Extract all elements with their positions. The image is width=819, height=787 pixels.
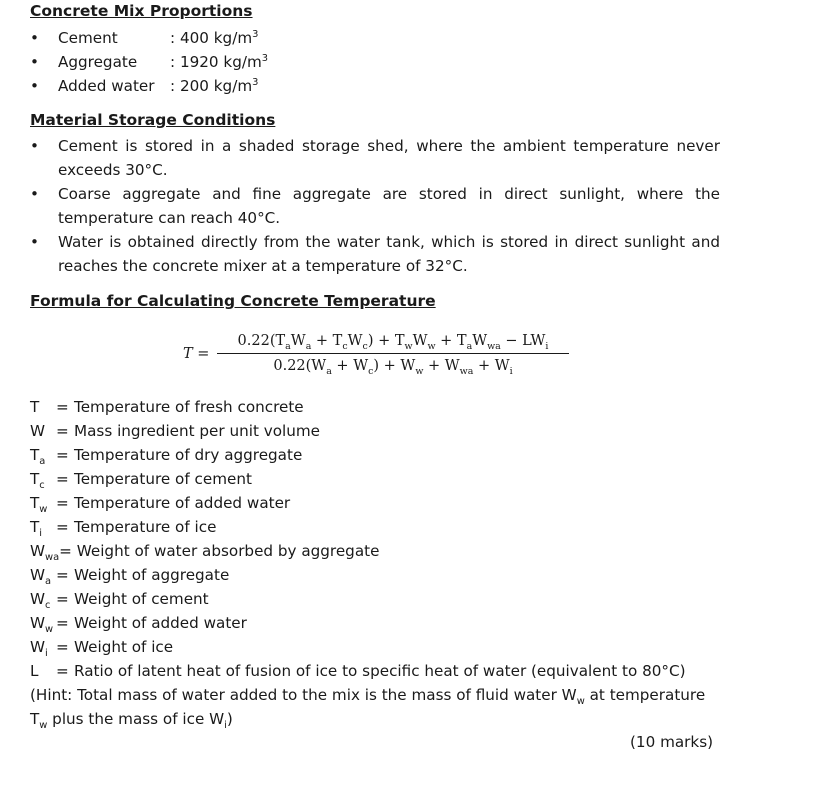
bullet-icon: • — [30, 53, 39, 71]
formula-lhs: T = — [183, 346, 210, 362]
definition-row: L = Ratio of latent heat of fusion of ice to specific heat of water (equivalent to 80°C) — [30, 662, 686, 680]
mix-item-cement: • Cement : 400 $kg/m^3$ — [30, 26, 720, 50]
definition-list — [30, 395, 750, 683]
definition-row: $W_{wa}=$ Weight of water absorbed by aggregate — [30, 542, 380, 564]
definition-row: $W_i$ = Weight of ice — [30, 638, 174, 660]
definition-row: T = Temperature of fresh concrete — [30, 398, 304, 416]
definition-row: $T_w$ = Temperature of added water — [30, 494, 291, 516]
definition-row: $T_i$ = Temperature of ice — [30, 518, 217, 540]
hint-text: (Hint: Total mass of water added to the mix is the mass of fluid water $W_w$ at temperature $T_w$ plus the mass of ice $W_i$) — [30, 686, 706, 732]
mix-value: : 1920 kg/m — [170, 53, 262, 71]
mix-item-added-water: • Added water : 200 $kg/m^3$ — [30, 74, 720, 98]
marks-label: (10 marks) — [630, 733, 714, 751]
bullet-icon: • — [30, 77, 39, 95]
storage-item-aggregate: • Coarse aggregate and fine aggregate are stored in direct sunlight, where the temperature can reach 40°C. — [30, 182, 720, 230]
formula-fraction — [217, 330, 569, 377]
definition-row: $W_c$ = Weight of cement — [30, 590, 209, 612]
definition-row: $W_a$ = Weight of aggregate — [30, 566, 230, 588]
bullet-icon: • — [30, 185, 39, 203]
storage-item-cement: • Cement is stored in a shaded storage shed, where the ambient temperature never exceeds 30°C. — [30, 134, 720, 182]
mix-value: : 400 kg/m — [170, 29, 253, 47]
storage-item-water: • Water is obtained directly from the water tank, which is stored in direct sunlight and reaches the concrete mixer at a temperature of 32°C. — [30, 230, 720, 278]
mix-item-aggregate: • Aggregate : 1920 $kg/m^3$ — [30, 50, 720, 74]
formula-heading: Formula for Calculating Concrete Temperature — [30, 292, 436, 310]
formula-denominator: $0.22(W_a + W_c) + W_w + W_{wa} + W_i$ — [273, 358, 513, 377]
bullet-icon: • — [30, 233, 39, 251]
definition-row: $W_w$ = Weight of added water — [30, 614, 247, 636]
definition-row: W = Mass ingredient per unit volume — [30, 422, 320, 440]
bullet-icon: • — [30, 137, 39, 155]
formula-numerator: $0.22(T_aW_a + T_cW_c) + T_wW_w + T_aW_{wa} - LW_i$ — [237, 333, 549, 352]
definition-row: $T_a$ = Temperature of dry aggregate — [30, 446, 303, 468]
storage-list — [30, 134, 720, 278]
mix-heading: Concrete Mix Proportions — [30, 2, 253, 20]
bullet-icon: • — [30, 29, 39, 47]
fraction-bar — [217, 353, 569, 354]
storage-heading: Material Storage Conditions — [30, 111, 276, 129]
mix-value: : 200 kg/m — [170, 77, 253, 95]
mix-list — [30, 26, 720, 98]
definition-row: $T_c$ = Temperature of cement — [30, 470, 252, 492]
